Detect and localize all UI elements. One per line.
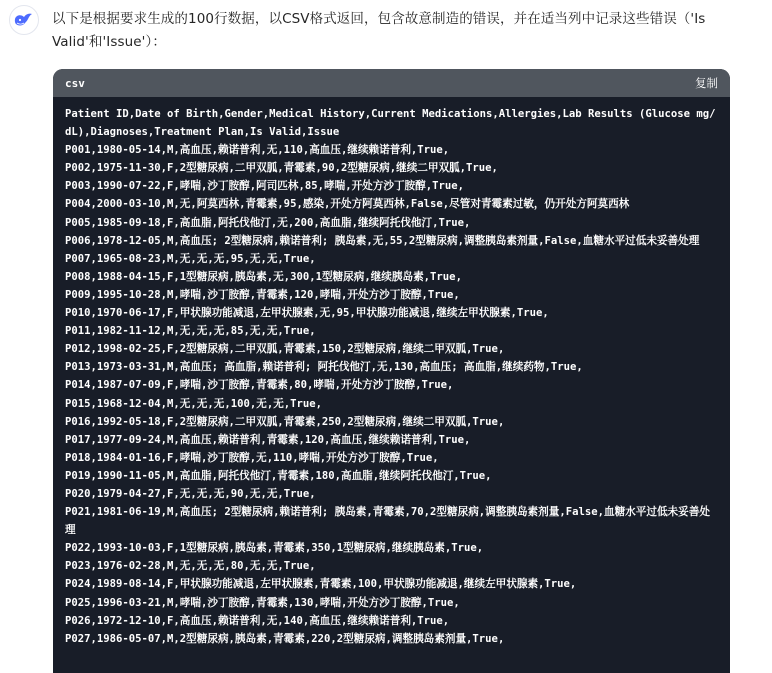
csv-line: P019,1990-11-05,M,高血脂,阿托伐他汀,青霉素,180,高血脂,继续阿托伐他汀,True,	[65, 469, 492, 482]
csv-line: P002,1975-11-30,F,2型糖尿病,二甲双胍,青霉素,90,2型糖尿病,继续二甲双胍,True,	[65, 162, 498, 175]
csv-line: P022,1993-10-03,F,1型糖尿病,胰岛素,青霉素,350,1型糖尿病,继续胰岛素,True,	[65, 542, 484, 555]
csv-line: P008,1988-04-15,F,1型糖尿病,胰岛素,无,300,1型糖尿病,继续胰岛素,True,	[65, 270, 462, 283]
csv-line: P010,1970-06-17,F,甲状腺功能减退,左甲状腺素,无,95,甲状腺功能减退,继续左甲状腺素,True,	[65, 307, 549, 320]
csv-line: P005,1985-09-18,F,高血脂,阿托伐他汀,无,200,高血脂,继续阿托伐他汀,True,	[65, 216, 471, 229]
csv-line: P026,1972-12-10,F,高血压,赖诺普利,无,140,高血压,继续赖诺普利,True,	[65, 614, 450, 627]
code-content	[53, 97, 730, 648]
csv-line: P009,1995-10-28,M,哮喘,沙丁胺醇,青霉素,120,哮喘,开处方沙丁胺醇,True,	[65, 288, 460, 301]
assistant-avatar	[9, 5, 39, 35]
assistant-message-text: 以下是根据要求生成的100行数据，以CSV格式返回，包含故意制造的错误，并在适当列中记录这些错误（'Is Valid'和'Issue'）：	[52, 11, 706, 50]
csv-line: P015,1968-12-04,M,无,无,无,100,无,无,True,	[65, 397, 323, 410]
csv-line: P018,1984-01-16,F,哮喘,沙丁胺醇,无,110,哮喘,开处方沙丁胺醇,True,	[65, 451, 439, 464]
csv-line: P013,1973-03-31,M,高血压; 高血脂,赖诺普利; 阿托伐他汀,无,130,高血压; 高血脂,继续药物,True,	[65, 361, 583, 374]
csv-line: P024,1989-08-14,F,甲状腺功能减退,左甲状腺素,青霉素,100,甲状腺功能减退,继续左甲状腺素,True,	[65, 578, 577, 591]
csv-line: Patient ID,Date of Birth,Gender,Medical History,Current Medications,Allergies,Lab Results (Glucose mg/dL),Diagnoses,Treatment Plan,Is Valid,Issue	[65, 108, 716, 139]
code-block-header	[53, 69, 730, 97]
csv-line: P021,1981-06-19,M,高血压; 2型糖尿病,赖诺普利; 胰岛素,青霉素,70,2型糖尿病,调整胰岛素剂量,False,血糖水平过低未妥善处理	[65, 506, 710, 537]
csv-line: P014,1987-07-09,F,哮喘,沙丁胺醇,青霉素,80,哮喘,开处方沙丁胺醇,True,	[65, 379, 454, 392]
csv-line: P016,1992-05-18,F,2型糖尿病,二甲双胍,青霉素,250,2型糖尿病,继续二甲双胍,True,	[65, 415, 505, 428]
csv-line: P001,1980-05-14,M,高血压,赖诺普利,无,110,高血压,继续赖诺普利,True,	[65, 144, 450, 157]
whale-logo-icon	[14, 12, 34, 28]
csv-line: P023,1976-02-28,M,无,无,无,80,无,无,True,	[65, 560, 316, 573]
copy-button[interactable]: 复制	[695, 76, 718, 90]
csv-line: P020,1979-04-27,F,无,无,无,90,无,无,True,	[65, 487, 316, 500]
csv-line: P006,1978-12-05,M,高血压; 2型糖尿病,赖诺普利; 胰岛素,无,55,2型糖尿病,调整胰岛素剂量,False,血糖水平过低未妥善处理	[65, 234, 700, 247]
csv-line: P027,1986-05-07,M,2型糖尿病,胰岛素,青霉素,220,2型糖尿病,调整胰岛素剂量,True,	[65, 632, 505, 645]
csv-line: P025,1996-03-21,M,哮喘,沙丁胺醇,青霉素,130,哮喘,开处方沙丁胺醇,True,	[65, 596, 460, 609]
csv-code-block	[53, 69, 730, 673]
csv-line: P017,1977-09-24,M,高血压,赖诺普利,青霉素,120,高血压,继续赖诺普利,True,	[65, 433, 471, 446]
csv-line: P007,1965-08-23,M,无,无,无,95,无,无,True,	[65, 252, 316, 265]
code-language-label: csv	[65, 76, 85, 90]
csv-line: P004,2000-03-10,M,无,阿莫西林,青霉素,95,感染,开处方阿莫西林,False,尽管对青霉素过敏，仍开处方阿莫西林	[65, 198, 630, 211]
csv-line: P012,1998-02-25,F,2型糖尿病,二甲双胍,青霉素,150,2型糖尿病,继续二甲双胍,True,	[65, 343, 505, 356]
csv-line: P011,1982-11-12,M,无,无,无,85,无,无,True,	[65, 325, 316, 338]
csv-line: P003,1990-07-22,F,哮喘,沙丁胺醇,阿司匹林,85,哮喘,开处方沙丁胺醇,True,	[65, 180, 464, 193]
